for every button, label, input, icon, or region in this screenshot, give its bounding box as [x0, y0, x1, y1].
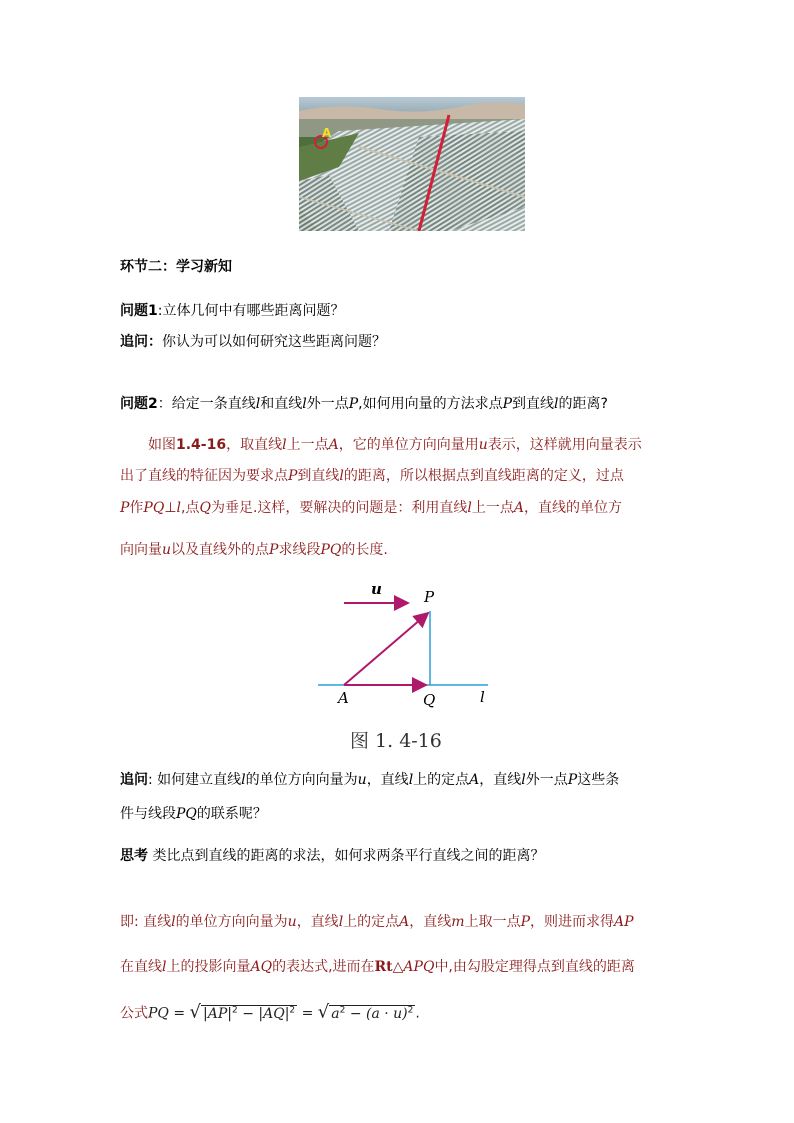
aerial-greenhouse-photo	[299, 97, 525, 231]
figure-label-q: Q	[423, 691, 436, 709]
think-question: 思考 类比点到直线的距离的求法，如何求两条平行直线之间的距离？	[120, 848, 545, 864]
answer-line-3-formula: 公式PQ = √ $|AP|^2 - |AQ|^2$ = √ $a^2 - (a \cdot u)^2$ .	[120, 1001, 420, 1023]
figure-label-u: u	[371, 580, 382, 598]
figure-label-l: l	[480, 688, 485, 706]
follow-up-1: 追问：你认为可以如何研究这些距离问题？	[120, 334, 386, 350]
paragraph-line-3: P作PQ⊥l,点Q为垂足.这样，要解决的问题是：利用直线l上一点A，直线的单位方	[120, 500, 623, 516]
answer-line-1: 即: 直线l的单位方向向量为u，直线l上的定点A，直线m上取一点P，则进而求得AP	[120, 914, 634, 930]
follow-up-2-line-1: 追问: 如何建立直线l的单位方向向量为u，直线l上的定点A，直线l外一点P这些条	[120, 772, 620, 788]
answer-line-2: 在直线l上的投影向量AQ的表达式,进而在Rt△APQ中,由勾股定理得点到直线的距离	[120, 959, 635, 975]
paragraph-line-2: 出了直线的特征因为要求点P到直线l的距离，所以根据点到直线距离的定义，过点	[120, 468, 624, 484]
section-title: 环节二：学习新知	[120, 259, 232, 275]
figure-label-a: A	[338, 689, 349, 707]
follow-up-2-line-2: 件与线段PQ的联系呢？	[120, 806, 267, 822]
figure-label-p: P	[424, 588, 435, 606]
paragraph-line-4: 向向量u以及直线外的点P求线段PQ的长度.	[120, 542, 388, 558]
figure-caption: 图 1. 4-16	[350, 730, 442, 752]
paragraph-line-1: 如图1.4-16，取直线l上一点A，它的单位方向向量用u表示，这样就用向量表示	[148, 437, 642, 453]
question-2: 问题2：给定一条直线l和直线l外一点P,如何用向量的方法求点P到直线l的距离?	[120, 396, 608, 412]
vector-ap	[344, 613, 428, 685]
photo-point-label: A	[322, 126, 332, 140]
question-1: 问题1:立体几何中有哪些距离问题？	[120, 303, 345, 319]
